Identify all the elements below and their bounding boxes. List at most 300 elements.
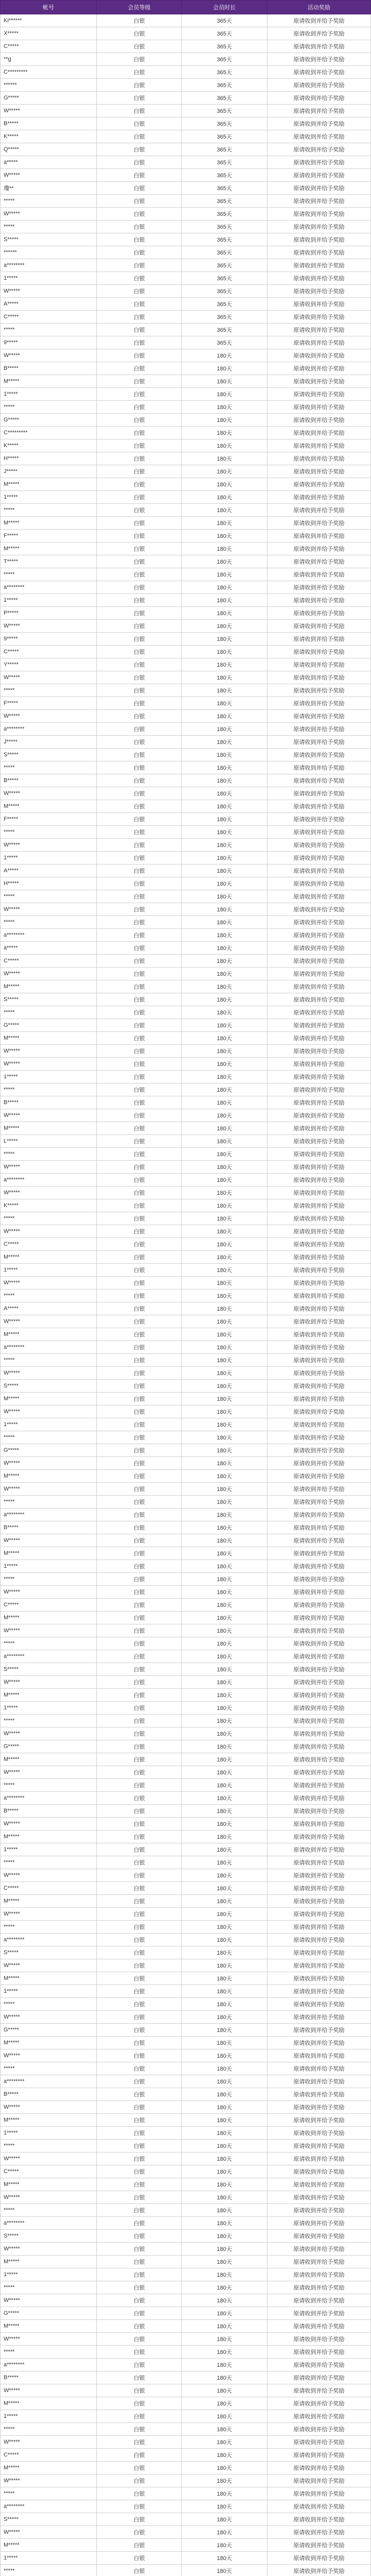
cell-reward: 原请收到并给予奖励 <box>267 66 370 79</box>
cell-level: 白银 <box>96 787 181 800</box>
cell-duration: 180天 <box>182 2268 267 2281</box>
cell-account: 1***** <box>1 1418 97 1431</box>
cell-reward: 原请收到并给予奖励 <box>267 362 370 375</box>
cell-level: 白银 <box>96 2268 181 2281</box>
table-row <box>1 543 371 555</box>
cell-account: M***** <box>1 2462 97 2475</box>
cell-duration: 180天 <box>182 1547 267 1560</box>
cell-duration: 180天 <box>182 478 267 491</box>
cell-reward: 原请收到并给予奖励 <box>267 852 370 865</box>
cell-account: Y***** <box>1 658 97 671</box>
cell-level: 白银 <box>96 1418 181 1431</box>
cell-account: C***** <box>1 311 97 324</box>
cell-account: J***** <box>1 736 97 749</box>
cell-duration: 180天 <box>182 1418 267 1431</box>
cell-duration: 180天 <box>182 1148 267 1161</box>
cell-account: W***** <box>1 1766 97 1779</box>
table-row <box>1 2500 371 2513</box>
cell-level: 白银 <box>96 2256 181 2268</box>
cell-account: ***** <box>1 1921 97 1934</box>
column-header-duration: 会员时长 <box>182 1 267 14</box>
cell-reward: 原请收到并给予奖励 <box>267 2436 370 2449</box>
cell-level: 白银 <box>96 929 181 942</box>
cell-level: 白银 <box>96 1998 181 2011</box>
cell-account: 1***** <box>1 1071 97 1083</box>
cell-account: C********* <box>1 66 97 79</box>
table-row <box>1 1882 371 1895</box>
cell-level: 白银 <box>96 2049 181 2062</box>
table-row <box>1 2217 371 2230</box>
cell-reward: 原请收到并给予奖励 <box>267 774 370 787</box>
table-row <box>1 2256 371 2268</box>
cell-account: 1***** <box>1 1702 97 1715</box>
cell-account: M***** <box>1 1032 97 1045</box>
cell-reward: 原请收到并给予奖励 <box>267 2217 370 2230</box>
cell-reward: 原请收到并给予奖励 <box>267 182 370 195</box>
cell-duration: 180天 <box>182 1045 267 1058</box>
cell-duration: 180天 <box>182 2165 267 2178</box>
cell-account: K***** <box>1 130 97 143</box>
cell-reward: 原请收到并给予奖励 <box>267 1586 370 1599</box>
cell-reward: 原请收到并给予奖励 <box>267 169 370 182</box>
cell-reward: 原请收到并给予奖励 <box>267 2178 370 2191</box>
table-row <box>1 800 371 813</box>
table-row <box>1 233 371 246</box>
table-row <box>1 2088 371 2101</box>
cell-reward: 原请收到并给予奖励 <box>267 2423 370 2436</box>
cell-account: W***** <box>1 2243 97 2256</box>
cell-account: G***** <box>1 414 97 427</box>
table-row <box>1 736 371 749</box>
cell-reward: 原请收到并给予奖励 <box>267 1328 370 1341</box>
cell-duration: 180天 <box>182 1212 267 1225</box>
cell-duration: 180天 <box>182 2462 267 2475</box>
cell-account: W***** <box>1 2475 97 2487</box>
cell-account: 1***** <box>1 1560 97 1573</box>
table-row <box>1 414 371 427</box>
cell-duration: 180天 <box>182 2037 267 2049</box>
cell-reward: 原请收到并给予奖励 <box>267 233 370 246</box>
cell-reward: 原请收到并给予奖励 <box>267 1921 370 1934</box>
table-row <box>1 1058 371 1071</box>
cell-account: C***** <box>1 1238 97 1251</box>
cell-reward: 原请收到并给予奖励 <box>267 697 370 710</box>
cell-reward: 原请收到并给予奖励 <box>267 465 370 478</box>
cell-duration: 180天 <box>182 2500 267 2513</box>
cell-duration: 180天 <box>182 1302 267 1315</box>
table-row <box>1 1869 371 1882</box>
cell-account: ***** <box>1 1715 97 1727</box>
cell-level: 白银 <box>96 1290 181 1302</box>
cell-reward: 原请收到并给予奖励 <box>267 1534 370 1547</box>
cell-reward: 原请收到并给予奖励 <box>267 1457 370 1470</box>
cell-duration: 180天 <box>182 401 267 414</box>
table-row <box>1 1496 371 1509</box>
table-row <box>1 1045 371 1058</box>
cell-reward: 原请收到并给予奖励 <box>267 92 370 105</box>
table-row <box>1 40 371 53</box>
cell-duration: 180天 <box>182 2539 267 2552</box>
table-row <box>1 1805 371 1818</box>
table-row <box>1 66 371 79</box>
table-row <box>1 1109 371 1122</box>
cell-level: 白银 <box>96 517 181 530</box>
cell-level: 白银 <box>96 117 181 130</box>
cell-level: 白银 <box>96 2397 181 2410</box>
table-row <box>1 568 371 581</box>
cell-level: 白银 <box>96 1470 181 1483</box>
cell-level: 白银 <box>96 1959 181 1972</box>
cell-account: J***** <box>1 465 97 478</box>
table-row <box>1 2062 371 2075</box>
cell-duration: 180天 <box>182 1921 267 1934</box>
cell-reward: 原请收到并给予奖励 <box>267 2346 370 2359</box>
cell-account: W***** <box>1 1483 97 1496</box>
cell-account: ***** <box>1 1354 97 1367</box>
table-row <box>1 1019 371 1032</box>
cell-reward: 原请收到并给予奖励 <box>267 1225 370 1238</box>
cell-reward: 原请收到并给予奖励 <box>267 826 370 839</box>
cell-duration: 180天 <box>182 1405 267 1418</box>
table-row <box>1 1856 371 1869</box>
cell-reward: 原请收到并给予奖励 <box>267 2101 370 2114</box>
cell-duration: 180天 <box>182 1367 267 1380</box>
cell-account: ***** <box>1 1779 97 1792</box>
cell-account: W***** <box>1 671 97 684</box>
cell-account: H***** <box>1 452 97 465</box>
table-row <box>1 105 371 117</box>
cell-duration: 180天 <box>182 942 267 955</box>
cell-level: 白银 <box>96 221 181 233</box>
cell-level: 白银 <box>96 272 181 285</box>
cell-level: 白银 <box>96 980 181 993</box>
table-row <box>1 1573 371 1586</box>
cell-account: 1***** <box>1 491 97 504</box>
cell-level: 白银 <box>96 92 181 105</box>
cell-reward: 原请收到并给予奖励 <box>267 2565 370 2576</box>
cell-account: W***** <box>1 2153 97 2165</box>
cell-reward: 原请收到并给予奖励 <box>267 2526 370 2539</box>
cell-duration: 365天 <box>182 169 267 182</box>
cell-duration: 365天 <box>182 311 267 324</box>
cell-level: 白银 <box>96 1496 181 1509</box>
cell-duration: 180天 <box>182 517 267 530</box>
cell-duration: 180天 <box>182 452 267 465</box>
cell-duration: 180天 <box>182 955 267 968</box>
table-row <box>1 1727 371 1740</box>
cell-duration: 365天 <box>182 117 267 130</box>
cell-account: 1***** <box>1 1843 97 1856</box>
table-row <box>1 169 371 182</box>
cell-reward: 原请收到并给予奖励 <box>267 2333 370 2346</box>
cell-reward: 原请收到并给予奖励 <box>267 1290 370 1302</box>
cell-level: 白银 <box>96 1547 181 1560</box>
cell-level: 白银 <box>96 865 181 877</box>
cell-level: 白银 <box>96 1715 181 1727</box>
cell-level: 白银 <box>96 710 181 723</box>
cell-duration: 180天 <box>182 2449 267 2462</box>
cell-reward: 原请收到并给予奖励 <box>267 671 370 684</box>
cell-duration: 180天 <box>182 2346 267 2359</box>
cell-level: 白银 <box>96 2088 181 2101</box>
cell-level: 白银 <box>96 452 181 465</box>
cell-duration: 365天 <box>182 66 267 79</box>
cell-level: 白银 <box>96 1650 181 1663</box>
table-row <box>1 1946 371 1959</box>
cell-reward: 原请收到并给予奖励 <box>267 2487 370 2500</box>
cell-duration: 180天 <box>182 1096 267 1109</box>
table-row <box>1 478 371 491</box>
table-row <box>1 1998 371 2011</box>
cell-level: 白银 <box>96 478 181 491</box>
table-row <box>1 1418 371 1431</box>
cell-duration: 180天 <box>182 633 267 646</box>
cell-reward: 原请收到并给予奖励 <box>267 427 370 439</box>
table-row <box>1 852 371 865</box>
cell-account: 1***** <box>1 2552 97 2565</box>
cell-duration: 180天 <box>182 2371 267 2384</box>
cell-duration: 180天 <box>182 1457 267 1470</box>
cell-duration: 180天 <box>182 1727 267 1740</box>
cell-account: C***** <box>1 40 97 53</box>
cell-level: 白银 <box>96 2320 181 2333</box>
table-row <box>1 1934 371 1946</box>
cell-account: W***** <box>1 1367 97 1380</box>
cell-level: 白银 <box>96 684 181 697</box>
cell-account: W***** <box>1 710 97 723</box>
cell-duration: 180天 <box>182 723 267 736</box>
cell-level: 白银 <box>96 555 181 568</box>
cell-duration: 180天 <box>182 2024 267 2037</box>
cell-duration: 180天 <box>182 1199 267 1212</box>
cell-level: 白银 <box>96 375 181 388</box>
cell-level: 白银 <box>96 2359 181 2371</box>
cell-reward: 原请收到并给予奖励 <box>267 1174 370 1187</box>
table-row <box>1 2346 371 2359</box>
cell-reward: 原请收到并给予奖励 <box>267 2384 370 2397</box>
cell-level: 白银 <box>96 1212 181 1225</box>
cell-level: 白银 <box>96 66 181 79</box>
cell-level: 白银 <box>96 2062 181 2075</box>
cell-level: 白银 <box>96 993 181 1006</box>
cell-duration: 180天 <box>182 362 267 375</box>
cell-reward: 原请收到并给予奖励 <box>267 1380 370 1393</box>
cell-reward: 原请收到并给予奖励 <box>267 2410 370 2423</box>
table-row <box>1 1225 371 1238</box>
cell-account: a******** <box>1 1174 97 1187</box>
cell-level: 白银 <box>96 1702 181 1715</box>
cell-reward: 原请收到并给予奖励 <box>267 929 370 942</box>
cell-account: C********* <box>1 427 97 439</box>
cell-duration: 180天 <box>182 1109 267 1122</box>
table-row <box>1 877 371 890</box>
cell-duration: 180天 <box>182 2011 267 2024</box>
cell-level: 白银 <box>96 877 181 890</box>
cell-account: a******** <box>1 2500 97 2513</box>
table-row <box>1 749 371 761</box>
cell-duration: 180天 <box>182 697 267 710</box>
cell-reward: 原请收到并给予奖励 <box>267 2539 370 2552</box>
cell-duration: 180天 <box>182 2256 267 2268</box>
cell-reward: 原请收到并给予奖励 <box>267 2243 370 2256</box>
cell-reward: 原请收到并给予奖励 <box>267 1895 370 1908</box>
cell-duration: 180天 <box>182 1831 267 1843</box>
cell-level: 白银 <box>96 130 181 143</box>
cell-reward: 原请收到并给予奖励 <box>267 1405 370 1418</box>
cell-reward: 原请收到并给予奖励 <box>267 2062 370 2075</box>
table-row <box>1 465 371 478</box>
cell-account: a******** <box>1 2075 97 2088</box>
cell-account: ***** <box>1 221 97 233</box>
table-row <box>1 993 371 1006</box>
cell-duration: 180天 <box>182 1663 267 1676</box>
cell-level: 白银 <box>96 2204 181 2217</box>
cell-duration: 365天 <box>182 336 267 349</box>
cell-duration: 180天 <box>182 1818 267 1831</box>
cell-account: W***** <box>1 1045 97 1058</box>
cell-account: K***** <box>1 1199 97 1212</box>
cell-level: 白银 <box>96 40 181 53</box>
cell-account: 9***** <box>1 336 97 349</box>
table-row <box>1 826 371 839</box>
cell-account: W***** <box>1 787 97 800</box>
cell-level: 白银 <box>96 1779 181 1792</box>
cell-level: 白银 <box>96 1676 181 1689</box>
cell-duration: 180天 <box>182 890 267 903</box>
cell-level: 白银 <box>96 2127 181 2140</box>
cell-reward: 原请收到并给予奖励 <box>267 1019 370 1032</box>
cell-level: 白银 <box>96 2475 181 2487</box>
cell-reward: 原请收到并给予奖励 <box>267 285 370 298</box>
cell-duration: 180天 <box>182 2307 267 2320</box>
cell-reward: 原请收到并给予奖励 <box>267 890 370 903</box>
cell-level: 白银 <box>96 568 181 581</box>
table-row <box>1 2075 371 2088</box>
table-row <box>1 839 371 852</box>
cell-reward: 原请收到并给予奖励 <box>267 1560 370 1573</box>
cell-reward: 原请收到并给予奖励 <box>267 1908 370 1921</box>
table-row <box>1 1663 371 1676</box>
cell-level: 白银 <box>96 401 181 414</box>
cell-account: C***** <box>1 1599 97 1612</box>
cell-account: W***** <box>1 105 97 117</box>
table-row <box>1 349 371 362</box>
table-row <box>1 2320 371 2333</box>
cell-reward: 原请收到并给予奖励 <box>267 1612 370 1624</box>
cell-duration: 180天 <box>182 1187 267 1199</box>
cell-reward: 原请收到并给予奖励 <box>267 1509 370 1521</box>
cell-level: 白银 <box>96 968 181 980</box>
table-row <box>1 1251 371 1264</box>
cell-duration: 365天 <box>182 246 267 259</box>
table-row <box>1 439 371 452</box>
cell-account: W***** <box>1 1315 97 1328</box>
cell-duration: 180天 <box>182 1637 267 1650</box>
cell-level: 白银 <box>96 1805 181 1818</box>
cell-duration: 365天 <box>182 14 267 27</box>
cell-reward: 原请收到并给予奖励 <box>267 1083 370 1096</box>
cell-duration: 180天 <box>182 504 267 517</box>
cell-account: ***** <box>1 1856 97 1869</box>
cell-reward: 原请收到并给予奖励 <box>267 2371 370 2384</box>
table-row <box>1 710 371 723</box>
cell-level: 白银 <box>96 581 181 594</box>
table-row <box>1 2475 371 2487</box>
cell-duration: 180天 <box>182 1843 267 1856</box>
cell-account: W***** <box>1 1624 97 1637</box>
cell-level: 白银 <box>96 774 181 787</box>
cell-account: W***** <box>1 2049 97 2062</box>
cell-account: a***** <box>1 156 97 169</box>
table-row <box>1 2371 371 2384</box>
cell-account: S***** <box>1 1946 97 1959</box>
cell-reward: 原请收到并给予奖励 <box>267 1985 370 1998</box>
cell-duration: 180天 <box>182 980 267 993</box>
cell-level: 白银 <box>96 1032 181 1045</box>
cell-reward: 原请收到并给予奖励 <box>267 1071 370 1083</box>
table-row <box>1 1895 371 1908</box>
cell-level: 白银 <box>96 1187 181 1199</box>
cell-account: W***** <box>1 903 97 916</box>
table-row <box>1 2552 371 2565</box>
table-row <box>1 2127 371 2140</box>
cell-account: a******** <box>1 929 97 942</box>
cell-account: S***** <box>1 749 97 761</box>
cell-level: 白银 <box>96 736 181 749</box>
cell-account: W***** <box>1 285 97 298</box>
cell-reward: 原请收到并给予奖励 <box>267 2294 370 2307</box>
cell-level: 白银 <box>96 813 181 826</box>
cell-duration: 180天 <box>182 2243 267 2256</box>
cell-level: 白银 <box>96 1534 181 1547</box>
cell-reward: 原请收到并给予奖励 <box>267 1367 370 1380</box>
table-row <box>1 1444 371 1457</box>
cell-duration: 180天 <box>182 1019 267 1032</box>
cell-account: W***** <box>1 1109 97 1122</box>
cell-account: 1***** <box>1 2410 97 2423</box>
cell-level: 白银 <box>96 1985 181 1998</box>
cell-reward: 原请收到并给予奖励 <box>267 1547 370 1560</box>
table-row <box>1 2359 371 2371</box>
table-row <box>1 658 371 671</box>
cell-account: ***** <box>1 2062 97 2075</box>
cell-level: 白银 <box>96 2526 181 2539</box>
table-row <box>1 1985 371 1998</box>
cell-account: B***** <box>1 2088 97 2101</box>
cell-account: ****** <box>1 246 97 259</box>
column-header-level: 会员等级 <box>96 1 181 14</box>
cell-duration: 180天 <box>182 1689 267 1702</box>
cell-reward: 原请收到并给予奖励 <box>267 1972 370 1985</box>
cell-level: 白银 <box>96 1792 181 1805</box>
cell-duration: 180天 <box>182 1908 267 1921</box>
cell-duration: 180天 <box>182 1161 267 1174</box>
cell-duration: 180天 <box>182 1934 267 1946</box>
cell-account: B***** <box>1 2371 97 2384</box>
table-row <box>1 865 371 877</box>
cell-account: C***** <box>1 2165 97 2178</box>
cell-account: G***** <box>1 2024 97 2037</box>
cell-duration: 180天 <box>182 1959 267 1972</box>
cell-account: H***** <box>1 877 97 890</box>
cell-reward: 原请收到并给予奖励 <box>267 517 370 530</box>
table-row <box>1 594 371 607</box>
cell-account: M***** <box>1 1122 97 1135</box>
cell-level: 白银 <box>96 1599 181 1612</box>
cell-account: ***** <box>1 1998 97 2011</box>
table-row <box>1 1676 371 1689</box>
cell-account: M***** <box>1 1547 97 1560</box>
